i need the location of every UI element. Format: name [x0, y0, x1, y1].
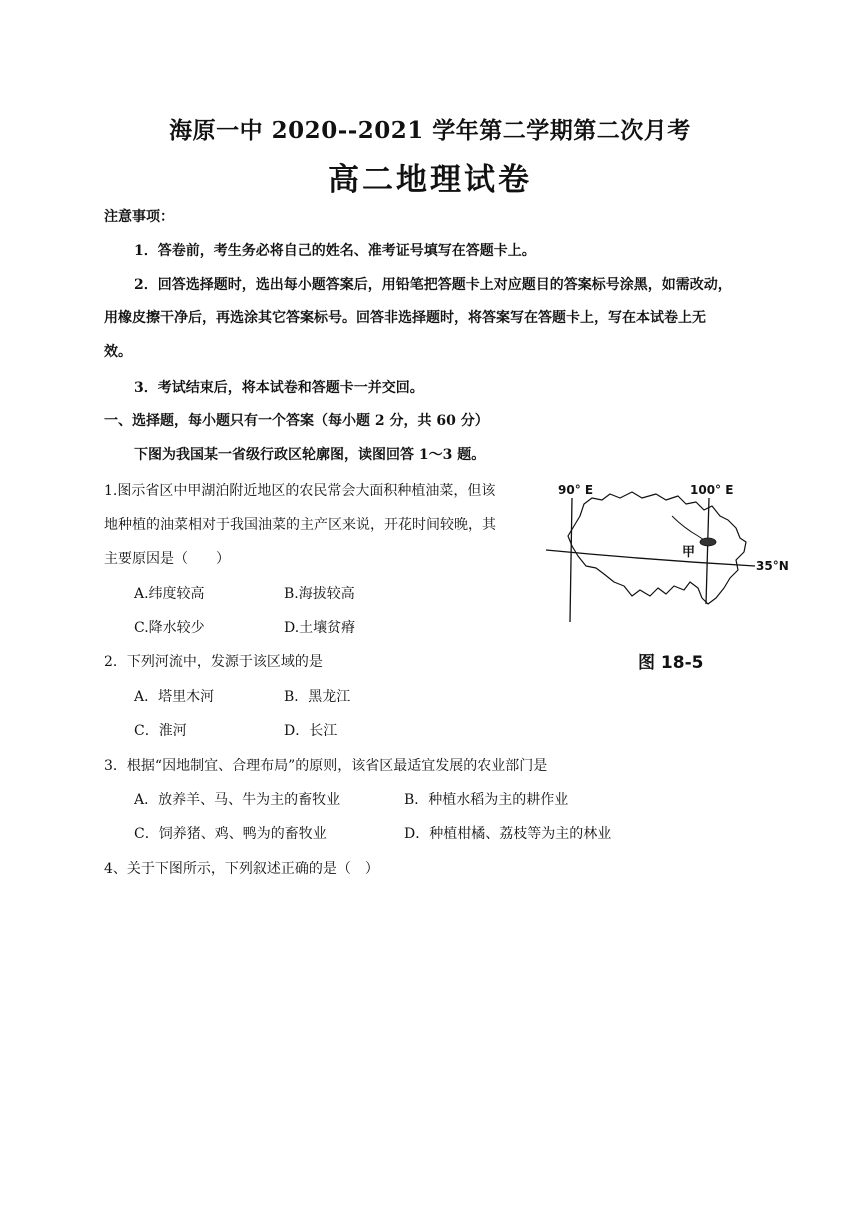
- paper-title: 高二地理试卷: [328, 162, 532, 198]
- section-intro: 下图为我国某一省级行政区轮廓图，读图回答 1～3 题。: [134, 447, 486, 463]
- exam-title: 海原一中 2020--2021 学年第二学期第二次月考: [169, 117, 691, 144]
- q1-option-a: A.纬度较高: [134, 586, 205, 602]
- notes-item-2-line3: 效。: [104, 344, 132, 360]
- q2-option-d: D．长江: [284, 723, 338, 739]
- q2-option-c: C．淮河: [134, 723, 187, 739]
- q2-stem: 2．下列河流中，发源于该区域的是: [104, 654, 323, 670]
- notes-item-1: 1．答卷前，考生务必将自己的姓名、准考证号填写在答题卡上。: [134, 243, 536, 259]
- river-line: [672, 516, 708, 542]
- q1-option-c: C.降水较少: [134, 620, 205, 636]
- q1-option-b: B.海拔较高: [284, 586, 355, 602]
- q1-stem-line2: 地种植的油菜相对于我国油菜的主产区来说，开花时间较晚，其: [104, 517, 496, 533]
- q2-option-b: B．黑龙江: [284, 689, 351, 705]
- lon-90e-label: 90° E: [558, 483, 594, 497]
- q3-option-a: A．放养羊、马、牛为主的畜牧业: [134, 792, 341, 808]
- q1-stem-line1: 1.图示省区中甲湖泊附近地区的农民常会大面积种植油菜，但该: [104, 483, 496, 499]
- q3-option-d: D．种植柑橘、荔枝等为主的林业: [404, 826, 612, 842]
- notes-item-3: 3．考试结束后，将本试卷和答题卡一并交回。: [134, 380, 424, 396]
- q1-option-d: D.土壤贫瘠: [284, 620, 356, 636]
- figure-caption: 图 18-5: [638, 653, 704, 673]
- notes-heading: 注意事项：: [104, 209, 174, 225]
- section-heading: 一、选择题，每小题只有一个答案（每小题 2 分，共 60 分）: [104, 413, 489, 429]
- lake-label: 甲: [682, 545, 696, 560]
- q3-option-c: C．饲养猪、鸡、鸭为的畜牧业: [134, 826, 327, 842]
- lake-jia-icon: [700, 538, 716, 546]
- q1-stem-line3: 主要原因是（ ）: [104, 551, 230, 567]
- province-outline: [568, 492, 746, 604]
- q4-stem: 4、关于下图所示，下列叙述正确的是（ ）: [104, 861, 379, 877]
- meridian-90e: [570, 498, 572, 622]
- q3-stem: 3．根据“因地制宜、合理布局”的原则，该省区最适宜发展的农业部门是: [104, 758, 548, 774]
- lon-100e-label: 100° E: [690, 483, 734, 497]
- latitude-35n-line: [546, 550, 755, 566]
- lat-35n-label: 35°N: [756, 559, 789, 573]
- notes-item-2-line2: 用橡皮擦干净后，再选涂其它答案标号。回答非选择题时，将答案写在答题卡上，写在本试卷上无: [104, 310, 706, 326]
- notes-item-2-line1: 2．回答选择题时，选出每小题答案后，用铅笔把答题卡上对应题目的答案标号涂黑，如需改动，: [134, 277, 732, 293]
- meridian-100e: [706, 498, 709, 604]
- province-outline-map: [540, 476, 800, 626]
- q3-option-b: B．种植水稻为主的耕作业: [404, 792, 569, 808]
- q2-option-a: A．塔里木河: [134, 689, 215, 705]
